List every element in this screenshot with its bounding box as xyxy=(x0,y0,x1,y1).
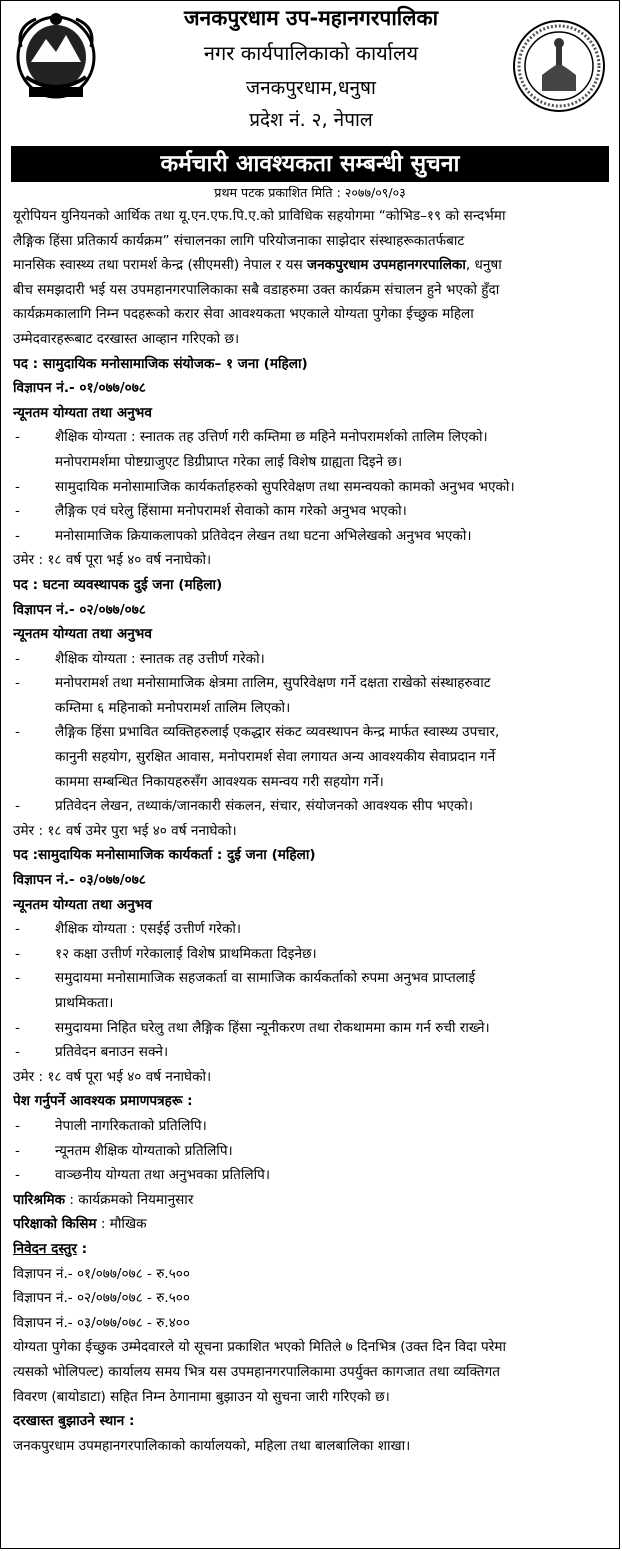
post-title: पद : घटना व्यवस्थापक दुई जना (महिला) xyxy=(13,576,223,593)
list-item: - १२ कक्षा उत्तीर्ण गरेकालाई विशेष प्राथमिकता दिइनेछ। xyxy=(15,945,317,962)
office-name: नगर कार्यपालिकाको कार्यालय xyxy=(203,41,419,65)
list-item: - न्यूनतम शैक्षिक योग्यताको प्रतिलिपि। xyxy=(15,1142,233,1159)
intro-line: मानसिक स्वास्थ्य तथा परामर्श केन्द्र (सीएमसी) नेपाल र यस जनकपुरधाम उपमहानगरपालिका, धनुषा xyxy=(13,257,502,274)
nepal-government-emblem-icon xyxy=(11,7,101,103)
remuneration-value: : कार्यक्रमको नियमानुसार xyxy=(65,1191,194,1208)
advertisement-number: विज्ञापन नं.- ०१/०७७/०७८ xyxy=(13,380,146,397)
fee-heading: निवेदन दस्तुर xyxy=(13,1240,77,1257)
list-item: - शैक्षिक योग्यता : एसईई उत्तीर्ण गरेको। xyxy=(15,921,242,938)
municipality-name: जनकपुरधाम उप-महानगरपालिका xyxy=(183,6,439,30)
municipality-name-bold: जनकपुरधाम उपमहानगरपालिका xyxy=(307,257,466,274)
list-item: - शैक्षिक योग्यता : स्नातक तह उत्तिर्ण गरी कम्तिमा छ महिने मनोपरामर्शको तालिम लिएको। मनोपरामर्शमा पोष्टग्राजुएट डिग्रीप्राप्त गरेका लाई विशेष ग्राह्यता दिइने छ। xyxy=(15,429,488,470)
exam-type-label: परिक्षाको किसिम xyxy=(13,1216,97,1233)
list-item: - प्रतिवेदन बनाउन सक्ने। xyxy=(15,1044,169,1061)
list-item: - लैङ्गिक हिंसा प्रभावित व्यक्तिहरुलाई एकद्धार संकट व्यवस्थापन केन्द्र मार्फत स्वास्थ्य उपचार, कानुनी सहयोग, सुरक्षित आवास, मनोपरामर्श सेवा लगायत अन्य आवश्यकीय सेवाप्रदान गर्ने काममा सम्बन्धित निकायहरुसँग आवश्यक समन्वय गरी सहयोग गर्ने। xyxy=(15,724,500,790)
remuneration-line xyxy=(13,1188,607,1213)
province-line: प्रदेश नं. २, नेपाल xyxy=(249,109,373,131)
documents-heading: पेश गर्नुपर्ने आवश्यक प्रमाणपत्रहरू : xyxy=(13,1093,193,1110)
qualification-heading: न्यूनतम योग्यता तथा अनुभव xyxy=(13,626,152,643)
list-item: - मनोसामाजिक क्रियाकलापको प्रतिवेदन लेखन तथा घटना अभिलेखको अनुभव भएको। xyxy=(15,527,472,544)
remuneration-label: पारिश्रमिक xyxy=(13,1191,66,1208)
intro-line: लैङ्गिक हिंसा प्रतिकार्य कार्यक्रम” संचालनका लागि परियोजनाका साझेदार संस्थाहरूकातर्फबाट xyxy=(13,232,465,249)
office-location: जनकपुरधाम,धनुषा xyxy=(246,77,376,99)
intro-line: बीच समझदारी भई यस उपमहानगरपालिकाका सबै वडाहरुमा उक्त कार्यक्रम संचालन हुने भएको हुँदा xyxy=(13,281,500,298)
exam-type-value: : मौखिक xyxy=(96,1216,147,1233)
submission-heading: दरखास्त बुझाउने स्थान : xyxy=(13,1413,135,1430)
intro-line: उम्मेदवारहरूबाट दरखास्त आव्हान गरिएको छ। xyxy=(13,330,240,347)
janakpurdham-municipality-seal-icon xyxy=(512,19,606,113)
list-item: - मनोपरामर्श तथा मनोसामाजिक क्षेत्रमा तालिम, सुपरिवेक्षण गर्ने दक्षता राखेको संस्थाहरुवाट कम्तिमा ६ महिनाको मनोपरामर्श तालिम लिएको। xyxy=(15,675,491,716)
post-title: पद : सामुदायिक मनोसामाजिक संयोजक– १ जना (महिला) xyxy=(13,355,308,372)
advertisement-number: विज्ञापन नं.- ०२/०७७/०७८ xyxy=(13,601,146,618)
published-date: प्रथम पटक प्रकाशित मिति : २०७७/०९/०३ xyxy=(214,185,406,200)
age-requirement: उमेर : १८ वर्ष उमेर पुरा भई ४० वर्ष ननाघेको। xyxy=(13,822,237,839)
list-item: - वाञ्छनीय योग्यता तथा अनुभवका प्रतिलिपि। xyxy=(15,1167,271,1184)
fee-colon: : xyxy=(76,1240,88,1257)
notice-body xyxy=(1,204,619,1458)
exam-type-line xyxy=(13,1212,607,1237)
closing-line: विवरण (बायोडाटा) सहित निम्न ठेगानामा बुझाउन यो सुचना जारी गरिएको छ। xyxy=(13,1388,390,1405)
list-item: - समुदायमा मनोसामाजिक सहजकर्ता वा सामाजिक कार्यकर्ताको रुपमा अनुभव प्राप्तलाई प्राथमिकता। xyxy=(15,970,476,1011)
intro-paragraph xyxy=(13,204,607,352)
list-item: - लैङ्गिक एवं घरेलु हिंसामा मनोपरामर्श सेवाको काम गरेको अनुभव भएको। xyxy=(15,503,407,520)
post-title: पद :सामुदायिक मनोसामाजिक कार्यकर्ता : दुई जना (महिला) xyxy=(13,847,316,864)
age-requirement: उमेर : १८ वर्ष पूरा भई ४० वर्ष ननाघेको। xyxy=(13,552,212,569)
closing-line: त्यसको भोलिपल्ट) कार्यालय समय भित्र यस उपमहानगरपालिकामा उपर्युक्त कागजात तथा व्यक्तिगत xyxy=(13,1363,501,1380)
fee-line: विज्ञापन नं.- ०३/०७७/०७८ - रु.४०० xyxy=(13,1314,190,1331)
fee-line: विज्ञापन नं.- ०१/०७७/०७८ - रु.५०० xyxy=(13,1265,190,1282)
age-requirement: उमेर : १८ वर्ष पूरा भई ४० वर्ष ननाघेको। xyxy=(13,1068,212,1085)
advertisement-number: विज्ञापन नं.- ०३/०७७/०७८ xyxy=(13,872,146,889)
list-item: - सामुदायिक मनोसामाजिक कार्यकर्ताहरुको सुपरिवेक्षण तथा समन्वयको कामको अनुभव भएको। xyxy=(15,478,515,495)
notice-title-banner: कर्मचारी आवश्यकता सम्बन्धी सुचना xyxy=(11,146,609,182)
fee-heading-line xyxy=(13,1237,607,1262)
list-item: - नेपाली नागरिकताको प्रतिलिपि। xyxy=(15,1117,207,1134)
letterhead xyxy=(1,1,619,146)
closing-paragraph xyxy=(13,1335,607,1409)
list-item: - प्रतिवेदन लेखन, तथ्याकं/जानकारी संकलन, संचार, संयोजनको आवश्यक सीप भएको। xyxy=(15,798,473,815)
submission-place: जनकपुरधाम उपमहानगरपालिकाको कार्यालयको, महिला तथा बालबालिका शाखा। xyxy=(13,1437,411,1454)
list-item: - शैक्षिक योग्यता : स्नातक तह उत्तीर्ण गरेको। xyxy=(15,650,265,667)
intro-line: कार्यक्रमकालागि निम्न पदहरूको करार सेवा आवश्यकता भएकाले योग्यता पुगेका ईच्छुक महिला xyxy=(13,306,474,323)
fee-line: विज्ञापन नं.- ०२/०७७/०७८ - रु.५०० xyxy=(13,1290,190,1307)
qualification-heading: न्यूनतम योग्यता तथा अनुभव xyxy=(13,404,152,421)
list-item: - समुदायमा निहित घरेलु तथा लैङ्गिक हिंसा न्यूनीकरण तथा रोकथाममा काम गर्न रुची राख्ने। xyxy=(15,1019,490,1036)
closing-line: योग्यता पुगेका ईच्छुक उम्मेदवारले यो सूचना प्रकाशित भएको मितिले ७ दिनभित्र (उक्त दिन विदा परेमा xyxy=(13,1339,506,1356)
intro-line: यूरोपियन युनियनको आर्थिक तथा यू.एन.एफ.पि.ए.को प्राविधिक सहयोगमा “कोभिड–१९ को सन्दर्भमा xyxy=(13,208,506,224)
qualification-heading: न्यूनतम योग्यता तथा अनुभव xyxy=(13,896,152,913)
